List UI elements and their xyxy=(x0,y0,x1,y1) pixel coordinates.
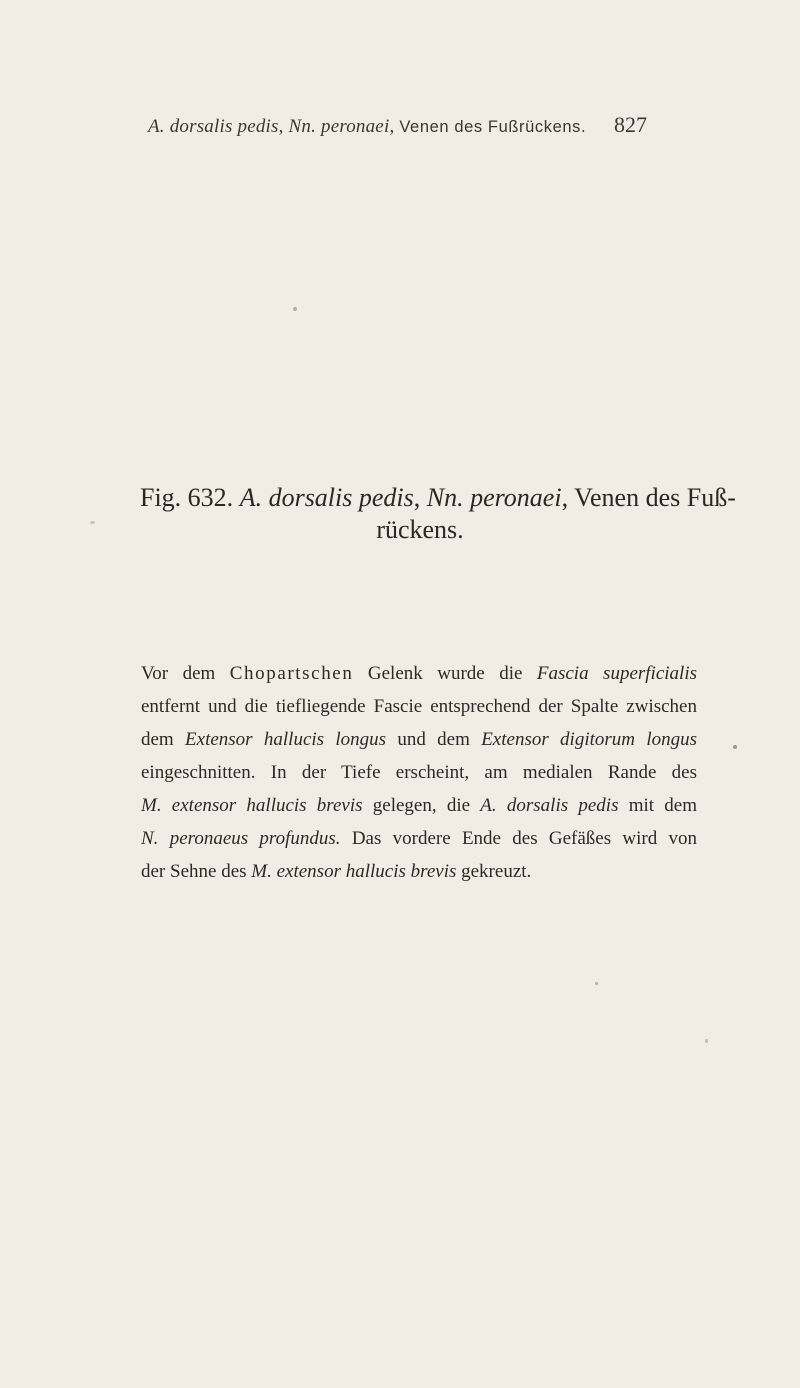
text-line: N. peronaeus profundus. Das vordere Ende des Gefäßes wird von xyxy=(141,828,697,849)
figure-caption-line-2: rückens. xyxy=(376,515,464,544)
running-title-veins: Venen des Fußrückens. xyxy=(399,118,587,136)
anatomical-term: Fascia superficialis xyxy=(536,663,697,684)
anatomical-term: M. extensor hallucis brevis xyxy=(251,861,457,882)
paper-speck xyxy=(293,307,297,311)
anatomical-term: Extensor hallucis longus xyxy=(185,729,387,750)
text-line: der Sehne des M. extensor hallucis brevis gekreuzt. xyxy=(141,861,532,882)
anatomical-term: A. dorsalis pedis xyxy=(480,795,619,816)
anatomical-term: M. extensor hallucis brevis xyxy=(141,795,363,816)
page-number: 827 xyxy=(614,112,647,137)
figure-caption-line-1: Fig. 632. A. dorsalis pedis, Nn. peronaei, Venen des Fuß- xyxy=(140,483,736,512)
text-line: Vor dem Chopartschen Gelenk wurde die Fascia superficialis xyxy=(141,663,697,684)
running-title-nerves: Nn. peronaei xyxy=(288,116,390,137)
figure-nerves: Nn. peronaei xyxy=(426,483,562,512)
text-line: M. extensor hallucis brevis gelegen, die A. dorsalis pedis mit dem xyxy=(141,795,697,816)
figure-description xyxy=(141,657,697,888)
running-header xyxy=(0,112,800,142)
text-line: dem Extensor hallucis longus und dem Extensor digitorum longus xyxy=(141,729,697,750)
figure-label: Fig. 632. xyxy=(140,483,234,512)
paper-speck xyxy=(733,745,737,749)
paper-speck xyxy=(595,982,598,985)
text-line: entfernt und die tiefliegende Fascie entsprechend der Spalte zwischen xyxy=(141,696,697,717)
figure-artery: A. dorsalis pedis xyxy=(239,483,414,512)
paper-speck xyxy=(705,1039,708,1043)
anatomical-term: N. peronaeus profundus. xyxy=(141,828,341,849)
text-line: eingeschnitten. In der Tiefe erscheint, am medialen Rande des xyxy=(141,762,697,783)
running-title: A. dorsalis pedis, Nn. peronaei, Venen des Fußrückens. xyxy=(148,116,587,137)
anatomical-term: Extensor digitorum longus xyxy=(481,729,697,750)
running-title-artery: A. dorsalis pedis xyxy=(148,116,279,137)
figure-caption-heading xyxy=(140,482,736,546)
person-name: Chopartschen xyxy=(229,663,354,684)
paper-speck xyxy=(90,521,95,524)
